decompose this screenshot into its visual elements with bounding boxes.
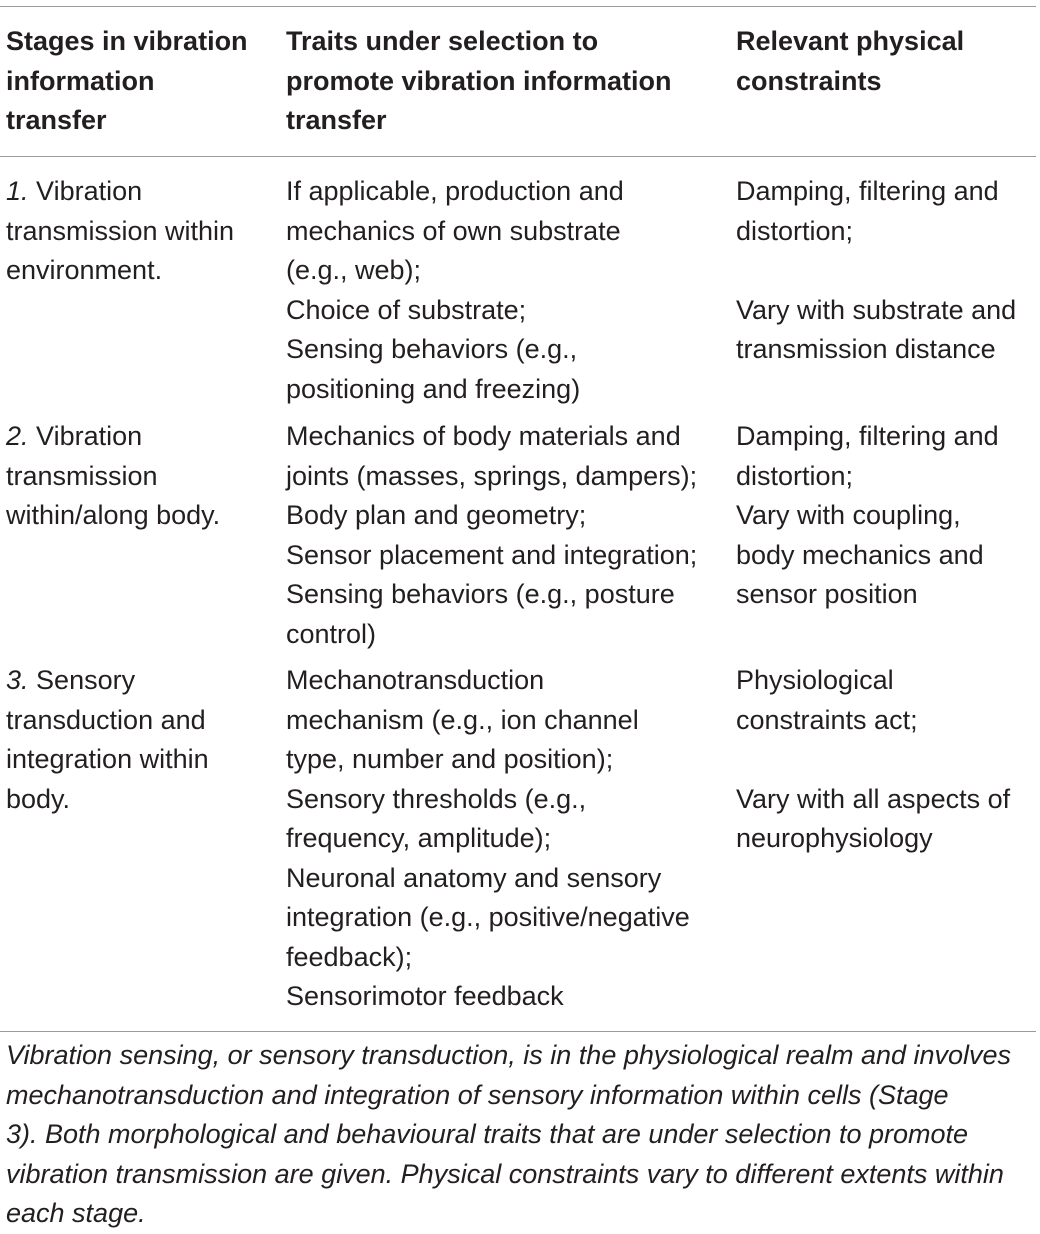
row1-constraints-line: distortion; xyxy=(736,215,854,246)
row3-stage-line: integration within xyxy=(6,744,209,774)
row2-stage-line: within/along body. xyxy=(6,500,221,530)
row3-traits-line: Sensorimotor feedback xyxy=(286,981,564,1011)
row2-stage-number: 2. xyxy=(6,421,29,451)
row2-stage-line: transmission xyxy=(6,460,158,491)
header-traits xyxy=(286,22,672,141)
row1-traits-line: If applicable, production and xyxy=(286,176,624,206)
header-traits-line: Traits under selection to xyxy=(286,26,599,56)
row3-traits-line: mechanism (e.g., ion channel xyxy=(286,704,639,735)
header-stages-line: Stages in vibration xyxy=(6,26,248,56)
row1-traits-line: Sensing behaviors (e.g., xyxy=(286,334,578,364)
row1-constraints-line: transmission distance xyxy=(736,334,996,364)
row3-traits-cell xyxy=(286,661,690,1017)
footnote-line: 3). Both morphological and behavioural traits that are under selection to promote xyxy=(6,1119,969,1149)
row2-traits-line: Body plan and geometry; xyxy=(286,500,587,530)
row3-traits-line: type, number and position); xyxy=(286,744,614,774)
header-stages-line: transfer xyxy=(6,105,107,135)
row3-traits-line: frequency, amplitude); xyxy=(286,823,552,853)
row1-traits-cell xyxy=(286,172,624,409)
row2-traits-line: joints (masses, springs, dampers); xyxy=(286,460,698,491)
footer-rule xyxy=(0,1031,1036,1032)
row3-stage-line: Sensory xyxy=(36,665,136,695)
table-footnote xyxy=(6,1036,1036,1234)
row1-stage-line: environment. xyxy=(6,255,163,285)
row3-stage-line: body. xyxy=(6,783,71,814)
row3-traits-line: Sensory thresholds (e.g., xyxy=(286,783,587,814)
row3-constraints-line: Vary with all aspects of xyxy=(736,783,1011,814)
row3-stage-number: 3. xyxy=(6,665,29,695)
row2-constraints-line: Vary with coupling, xyxy=(736,500,961,530)
row1-constraints-line: Damping, filtering and xyxy=(736,176,999,206)
row1-stage-number: 1. xyxy=(6,176,29,206)
header-stages xyxy=(6,22,248,141)
row3-traits-line: Neuronal anatomy and sensory xyxy=(286,862,662,893)
row3-stage-cell xyxy=(6,661,209,819)
row3-traits-line: integration (e.g., positive/negative xyxy=(286,902,690,932)
row2-stage-line: Vibration xyxy=(36,421,143,451)
row2-traits-line: Mechanics of body materials and xyxy=(286,421,681,451)
footnote-line: mechanotransduction and integration of sensory information within cells (Stage xyxy=(6,1079,949,1110)
footnote-line: vibration transmission are given. Physical constraints vary to different extents within xyxy=(6,1158,1004,1189)
row3-constraints-line: neurophysiology xyxy=(736,823,933,853)
header-traits-line: transfer xyxy=(286,105,387,135)
row1-traits-line: mechanics of own substrate xyxy=(286,215,621,246)
row1-constraints-cell xyxy=(736,172,1016,370)
row2-stage-cell xyxy=(6,417,220,536)
row2-constraints-cell xyxy=(736,417,999,615)
header-constraints xyxy=(736,22,964,101)
header-constraints-line: constraints xyxy=(736,65,882,96)
header-traits-line: promote vibration information xyxy=(286,65,672,96)
row3-constraints-line: constraints act; xyxy=(736,704,918,735)
row2-constraints-line: sensor position xyxy=(736,579,918,609)
row1-stage-line: transmission within xyxy=(6,215,235,246)
row2-constraints-line: body mechanics and xyxy=(736,539,984,570)
row3-traits-line: feedback); xyxy=(286,941,413,972)
row3-constraints-line: Physiological xyxy=(736,665,894,695)
row2-traits-line: control) xyxy=(286,618,377,649)
row3-traits-line: Mechanotransduction xyxy=(286,665,545,695)
row1-stage-cell xyxy=(6,172,234,291)
footnote-line: Vibration sensing, or sensory transduction, is in the physiological realm and involves xyxy=(6,1040,1012,1070)
row3-stage-line: transduction and xyxy=(6,704,206,735)
row2-constraints-line: distortion; xyxy=(736,460,854,491)
table-top-rule xyxy=(0,6,1036,7)
header-rule xyxy=(0,156,1036,157)
header-constraints-line: Relevant physical xyxy=(736,26,965,56)
row1-constraints-spacer xyxy=(736,251,1016,291)
footnote-line: each stage. xyxy=(6,1198,146,1228)
row2-traits-line: Sensing behaviors (e.g., posture xyxy=(286,579,675,609)
row1-constraints-line: Vary with substrate and xyxy=(736,294,1017,325)
row2-traits-line: Sensor placement and integration; xyxy=(286,539,698,570)
row1-traits-line: positioning and freezing) xyxy=(286,373,581,404)
row1-traits-line: (e.g., web); xyxy=(286,255,422,285)
row3-constraints-cell xyxy=(736,661,1010,859)
row1-traits-line: Choice of substrate; xyxy=(286,294,527,325)
header-stages-line: information xyxy=(6,65,155,96)
row1-stage-line: Vibration xyxy=(36,176,143,206)
row2-traits-cell xyxy=(286,417,697,654)
row3-constraints-spacer xyxy=(736,740,1010,780)
row2-constraints-line: Damping, filtering and xyxy=(736,421,999,451)
